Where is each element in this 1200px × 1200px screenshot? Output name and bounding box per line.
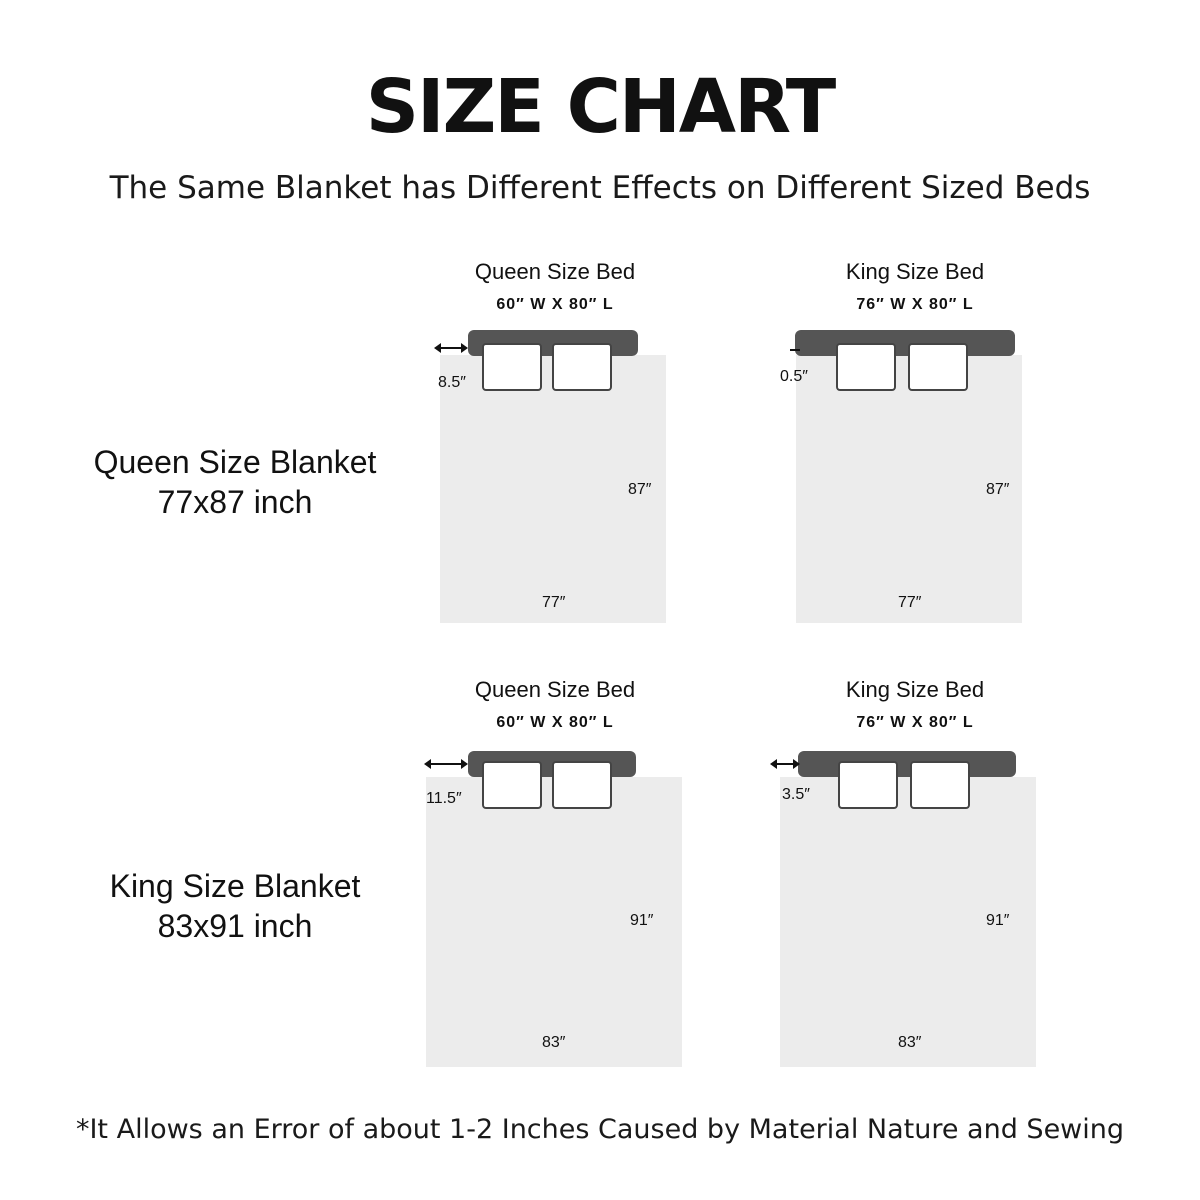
- pillow-right: [908, 343, 968, 391]
- length-label: 91″: [630, 912, 654, 929]
- overhang-arrow: [772, 763, 798, 765]
- overhang-arrow: [790, 349, 800, 351]
- overhang-label: 3.5″: [782, 786, 810, 803]
- footnote: *It Allows an Error of about 1-2 Inches Caused by Material Nature and Sewing: [75, 1114, 1125, 1145]
- page-subtitle: The Same Blanket has Different Effects on Different Sized Beds: [109, 170, 1091, 206]
- bed-dimensions: 76″ W X 80″ L: [856, 714, 974, 731]
- width-label: 77″: [542, 594, 566, 611]
- bed-dimensions: 60″ W X 80″ L: [496, 296, 614, 313]
- length-label: 87″: [986, 481, 1010, 498]
- length-label: 87″: [628, 481, 652, 498]
- pillow-right: [910, 761, 970, 809]
- bed-name: Queen Size Bed: [474, 259, 636, 284]
- blanket-name: King Size Blanket: [109, 868, 361, 904]
- panel-queen-blanket-king-bed: [760, 255, 1070, 635]
- row-label-king-blanket: [75, 866, 395, 946]
- blanket-size: 77x87 inch: [157, 484, 313, 520]
- width-label: 83″: [898, 1034, 922, 1051]
- headboard: [795, 330, 1015, 356]
- row-label-queen-blanket: [75, 442, 395, 522]
- overhang-label: 11.5″: [426, 790, 462, 807]
- headboard: [798, 751, 1016, 777]
- bed-name: King Size Bed: [845, 259, 985, 284]
- overhang-label: 0.5″: [780, 368, 808, 385]
- bed-name: Queen Size Bed: [474, 677, 636, 702]
- panel-king-blanket-queen-bed: [400, 673, 710, 1073]
- overhang-label: 8.5″: [438, 374, 466, 391]
- pillow-right: [552, 761, 612, 809]
- pillow-left: [482, 761, 542, 809]
- width-label: 83″: [542, 1034, 566, 1051]
- panel-queen-blanket-queen-bed: [400, 255, 710, 635]
- overhang-arrow: [436, 347, 466, 349]
- pillow-left: [838, 761, 898, 809]
- pillow-right: [552, 343, 612, 391]
- blanket-size: 83x91 inch: [157, 908, 313, 944]
- panel-king-blanket-king-bed: [760, 673, 1070, 1073]
- pillow-left: [482, 343, 542, 391]
- bed-dimensions: 60″ W X 80″ L: [496, 714, 614, 731]
- length-label: 91″: [986, 912, 1010, 929]
- page-title: SIZE CHART: [365, 64, 835, 150]
- pillow-left: [836, 343, 896, 391]
- overhang-arrow: [426, 763, 466, 765]
- width-label: 77″: [898, 594, 922, 611]
- bed-dimensions: 76″ W X 80″ L: [856, 296, 974, 313]
- blanket-name: Queen Size Blanket: [93, 444, 377, 480]
- bed-name: King Size Bed: [845, 677, 985, 702]
